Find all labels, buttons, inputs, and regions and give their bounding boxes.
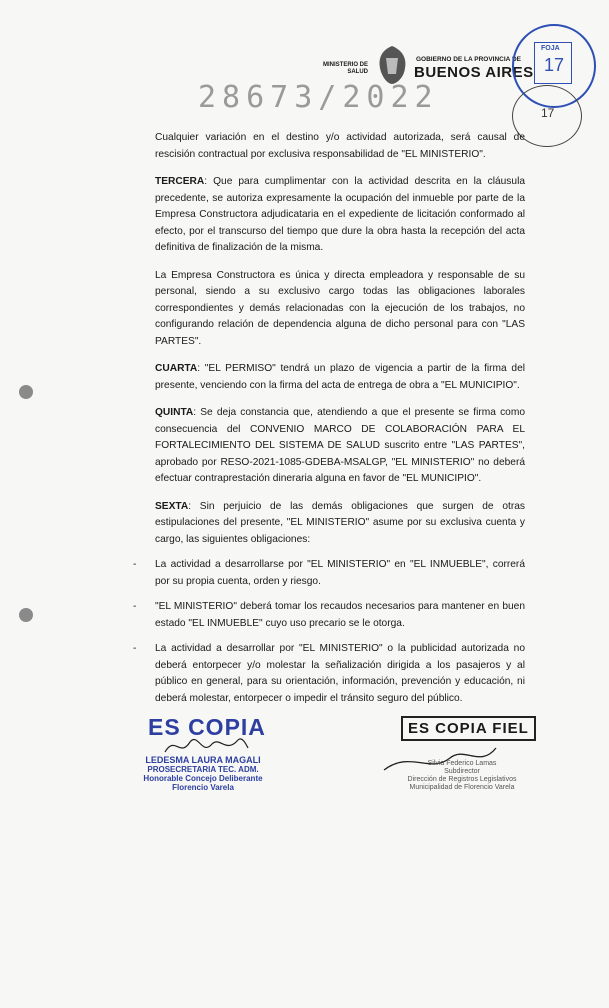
punch-hole <box>19 608 33 622</box>
list-item-text: La actividad a desarrollarse por "EL MINISTERIO" en "EL INMUEBLE", correrá por su propia cuenta, orden y riesgo. <box>155 559 525 587</box>
bullet-dash: - <box>133 559 137 570</box>
punch-hole <box>19 385 33 399</box>
file-number: 28673/2022 <box>198 80 439 115</box>
bullet-dash: - <box>133 643 137 654</box>
es-copia-fiel-stamp: ES COPIA FIEL <box>401 716 536 741</box>
signer-org-city: Municipalidad de Florencio Varela <box>409 784 515 791</box>
signer-role: PROSECRETARIA TEC. ADM. <box>147 765 259 774</box>
obligations-list <box>133 557 525 716</box>
paragraph-text: : Que para cumplimentar con la actividad descrita en la cláusula precedente, se autoriza expresamente la ocupación del inmueble por parte de la Empresa Constructora adjudicataria en el expediente de licitación conformado al efecto, por el transcurso del tiempo que dure la obra hasta la recepción del acta definitiva de finalización de la misma. <box>155 176 525 253</box>
clause-heading: SEXTA <box>155 500 189 512</box>
bullet-dash: - <box>133 601 137 612</box>
foja-label: FOJA <box>541 45 560 52</box>
paragraph-text: : "EL PERMISO" tendrá un plazo de vigencia a partir de la firma del presente, venciendo con la firma del acta de entrega de obra a "EL MUNICIPIO". <box>155 363 525 391</box>
paragraph-tercera <box>155 174 525 257</box>
signer-role: Subdirector <box>444 768 480 775</box>
province-label-big: BUENOS AIRES <box>414 64 534 81</box>
clause-heading: CUARTA <box>155 363 198 374</box>
ministry-label: MINISTERIO DE SALUD <box>322 62 368 75</box>
paragraph-text: : Sin perjuicio de las demás obligaciones que surgen de otras estipulaciones del presente, "EL MINISTERIO" asume por su exclusiva cuenta y cargo, las siguientes obligaciones: <box>155 500 525 545</box>
signer-org: Honorable Concejo Deliberante <box>143 774 263 783</box>
document-body <box>155 130 525 559</box>
paragraph-text: : Se deja constancia que, atendiendo a que el presente se firma como consecuencia del CONVENIO MARCO DE COLABORACIÓN PARA EL FORTALECIMIENTO DEL SISTEMA DE SALUD suscrito entre "LAS PARTES", aprobado por RESO-2021-1085-GDEBA-MSALGP, "EL MINISTERIO" no deberá efectuar contraprestación dineraria alguna en favor de "EL MUNICIPIO". <box>155 407 525 484</box>
signer-name: LEDESMA LAURA MAGALI <box>145 755 261 765</box>
paragraph <box>155 268 525 351</box>
foja-box <box>534 42 572 84</box>
signature-block-left <box>118 756 288 792</box>
paragraph-cuarta <box>155 361 525 394</box>
signer-org: Dirección de Registros Legislativos <box>407 776 517 783</box>
clause-heading: TERCERA <box>155 176 205 187</box>
paragraph-sexta <box>155 499 525 549</box>
list-item <box>133 641 525 707</box>
signer-org-city: Florencio Varela <box>172 783 234 792</box>
paragraph-text: La Empresa Constructora es única y directa empleadora y responsable de su personal, siendo a su exclusivo cargo todas las obligaciones laborales correspondientes y demás relacionadas con la ejecución de los trabajos, no configurando relación de dependencia alguna de dicho personal para con "LAS PARTES". <box>155 269 525 347</box>
list-item-text: La actividad a desarrollar por "EL MINISTERIO" o la publicidad autorizada no deberá entorpecer y/o molestar la señalización dirigida a los pasajeros y al público en general, para su orientación, información, prevención y educación, ni deberá molestar, entorpecer o impedir el tránsito seguro del público. <box>155 643 525 704</box>
list-item <box>133 599 525 632</box>
list-item-text: "EL MINISTERIO" deberá tomar los recaudos necesarios para mantener en buen estado "EL INMUEBLE" cuyo uso precario se le otorga. <box>155 601 525 629</box>
foja-number: 17 <box>544 55 565 75</box>
province-label-top: GOBIERNO DE LA PROVINCIA DE <box>416 56 521 63</box>
paragraph-quinta <box>155 405 525 488</box>
signature-block-right <box>392 760 532 792</box>
paragraph-text: Cualquier variación en el destino y/o actividad autorizada, será causal de rescisión contractual por exclusiva responsabilidad de "EL MINISTERIO". <box>155 132 525 160</box>
clause-heading: QUINTA <box>155 407 194 418</box>
paragraph <box>155 130 525 163</box>
list-item <box>133 557 525 590</box>
signer-name: Silvia Federico Lamas <box>427 760 497 767</box>
es-copia-stamp: ES COPIA <box>148 714 266 740</box>
municipal-stamp-number: 17 <box>541 106 555 120</box>
